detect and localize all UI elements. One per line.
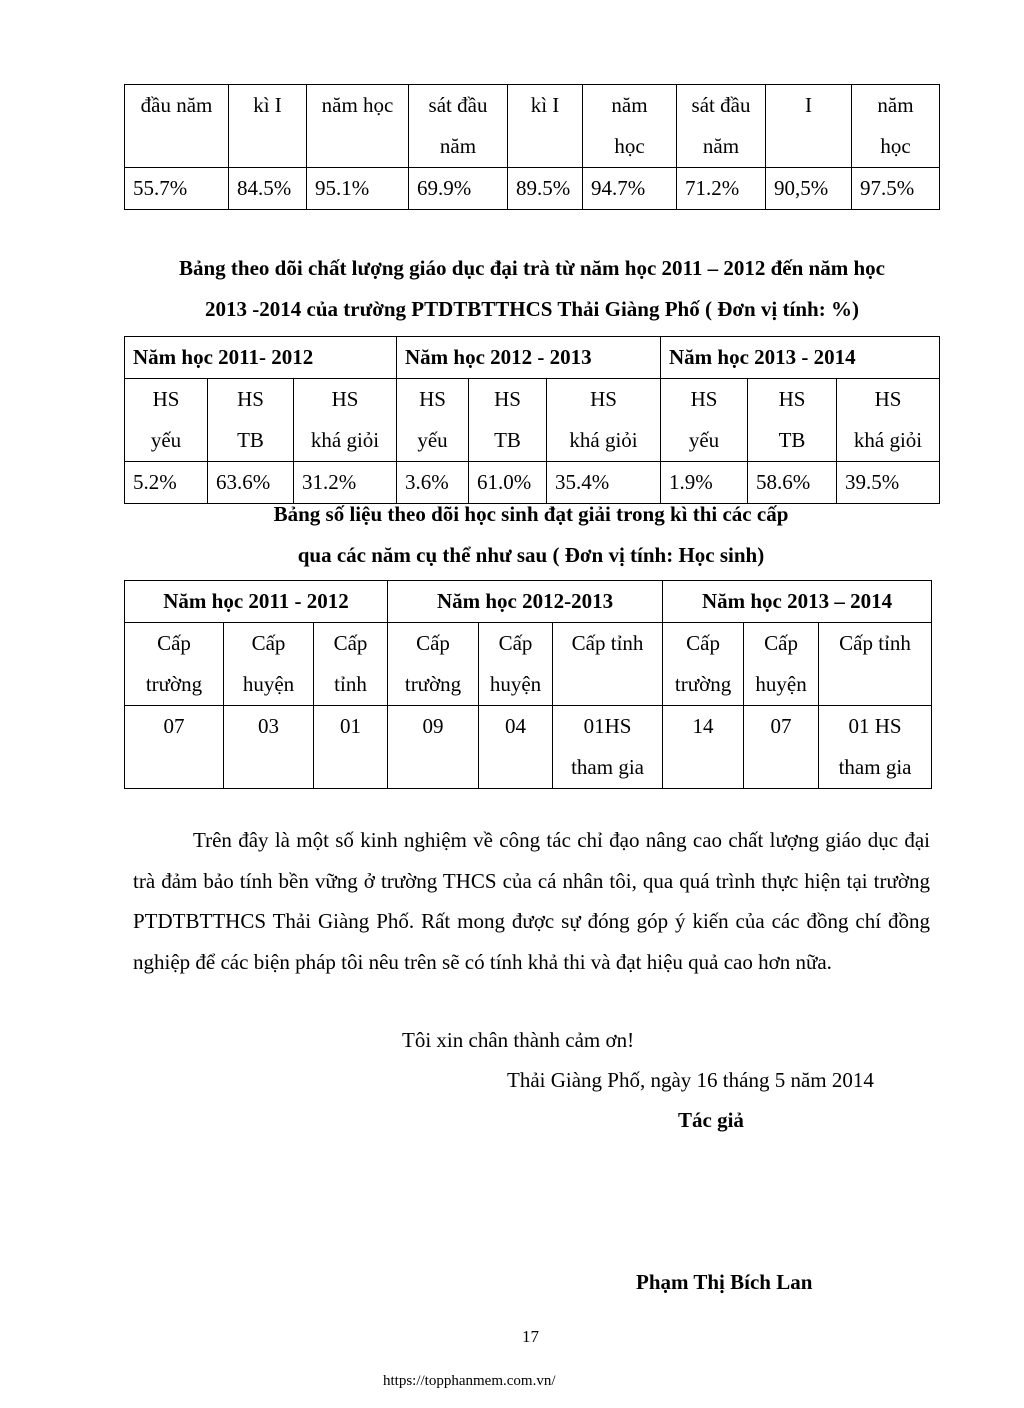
table-3 (124, 580, 932, 789)
table-2-value-cell: 63.6% (208, 462, 294, 504)
table-2-subheader: HS khá giỏi (294, 379, 397, 462)
table-1-header-cell: I (766, 85, 852, 168)
table-3-year-header: Năm học 2013 – 2014 (663, 581, 932, 623)
table-2-subheader: HS yếu (661, 379, 748, 462)
table-1-header-cell: đầu năm (125, 85, 229, 168)
table-1-value-cell: 94.7% (583, 168, 677, 210)
table-3-value-cell: 07 (744, 706, 819, 789)
table-1-header-cell: kì I (229, 85, 307, 168)
table-3-value-cell: 09 (388, 706, 479, 789)
table-1-value-cell: 84.5% (229, 168, 307, 210)
table-2-subheader: HS yếu (397, 379, 469, 462)
table-2-value-cell: 1.9% (661, 462, 748, 504)
table-2-year-header: Năm học 2011- 2012 (125, 337, 397, 379)
table-3-subheader: Cấp trường (388, 623, 479, 706)
table-2-subheader-row (125, 379, 940, 462)
footer-url[interactable]: https://topphanmem.com.vn/ (383, 1373, 556, 1389)
table-3-subheader: Cấp tỉnh (314, 623, 388, 706)
table-1-header-row (125, 85, 940, 168)
table-2-value-cell: 35.4% (547, 462, 661, 504)
table-3-title: Bảng số liệu theo dõi học sinh đạt giải trong kì thi các cấp qua các năm cụ thể như sau ( Đơn vị tính: Học sinh) (273, 502, 789, 567)
author-name: Phạm Thị Bích Lan (636, 1270, 813, 1294)
table-1-value-cell: 71.2% (677, 168, 766, 210)
table-2-year-header: Năm học 2012 - 2013 (397, 337, 661, 379)
place-date: Thải Giàng Phố, ngày 16 tháng 5 năm 2014 (507, 1068, 874, 1092)
table-3-value-cell: 01 (314, 706, 388, 789)
table-1-header-cell: năm học (583, 85, 677, 168)
table-1-header-cell: kì I (508, 85, 583, 168)
table-2-value-cell: 31.2% (294, 462, 397, 504)
table-2-title: Bảng theo dõi chất lượng giáo dục đại trà từ năm học 2011 – 2012 đến năm học 2013 -2014 của trường PTDTBTTHCS Thải Giàng Phố ( Đơn vị tính: %) (179, 256, 885, 321)
table-2-subheader: HS khá giỏi (837, 379, 940, 462)
table-3-subheader-row (125, 623, 932, 706)
conclusion-paragraph: Trên đây là một số kinh nghiệm về công tác chỉ đạo nâng cao chất lượng giáo dục đại trà đảm bảo tính bền vững ở trường THCS của cá nhân tôi, qua quá trình thực hiện tại trường PTDTBTTHCS Thải Giàng Phố. Rất mong được sự đóng góp ý kiến của các đồng chí đồng nghiệp để các biện pháp tôi nêu trên sẽ có tính khả thi và đạt hiệu quả cao hơn nữa. (133, 828, 930, 974)
table-2-value-cell: 58.6% (748, 462, 837, 504)
table-1-header-cell: sát đầu năm (409, 85, 508, 168)
table-3-value-cell: 07 (125, 706, 224, 789)
table-2-value-cell: 39.5% (837, 462, 940, 504)
table-3-subheader: Cấp tỉnh (553, 623, 663, 706)
table-3-value-row (125, 706, 932, 789)
table-2-subheader: HS TB (748, 379, 837, 462)
table-3-subheader: Cấp tỉnh (819, 623, 932, 706)
table-1-value-cell: 69.9% (409, 168, 508, 210)
table-2-value-cell: 61.0% (469, 462, 547, 504)
table-1-value-row (125, 168, 940, 210)
table-3-subheader: Cấp huyện (224, 623, 314, 706)
table-2-subheader: HS TB (469, 379, 547, 462)
table-3-year-header: Năm học 2012-2013 (388, 581, 663, 623)
table-1-header-cell: năm học (852, 85, 940, 168)
table-1-value-cell: 95.1% (307, 168, 409, 210)
table-2-year-row (125, 337, 940, 379)
table-1-value-cell: 90,5% (766, 168, 852, 210)
table-3-value-cell: 03 (224, 706, 314, 789)
thanks-line: Tôi xin chân thành cảm ơn! (402, 1028, 635, 1052)
table-1-header-cell: sát đầu năm (677, 85, 766, 168)
table-3-subheader: Cấp trường (663, 623, 744, 706)
table-1-value-cell: 97.5% (852, 168, 940, 210)
table-3-subheader: Cấp huyện (479, 623, 553, 706)
table-2-year-header: Năm học 2013 - 2014 (661, 337, 940, 379)
table-2-value-cell: 5.2% (125, 462, 208, 504)
table-3-value-cell: 01HS tham gia (553, 706, 663, 789)
table-2-value-cell: 3.6% (397, 462, 469, 504)
table-1-header-cell: năm học (307, 85, 409, 168)
table-2-subheader: HS yếu (125, 379, 208, 462)
table-2 (124, 336, 940, 504)
table-3-value-cell: 14 (663, 706, 744, 789)
table-3-year-header: Năm học 2011 - 2012 (125, 581, 388, 623)
table-2-subheader: HS TB (208, 379, 294, 462)
table-2-subheader: HS khá giỏi (547, 379, 661, 462)
table-3-year-row (125, 581, 932, 623)
author-label: Tác giả (678, 1108, 744, 1132)
table-3-subheader: Cấp trường (125, 623, 224, 706)
table-3-value-cell: 01 HS tham gia (819, 706, 932, 789)
table-1 (124, 84, 940, 210)
table-3-value-cell: 04 (479, 706, 553, 789)
page-number: 17 (522, 1327, 539, 1346)
table-1-value-cell: 89.5% (508, 168, 583, 210)
table-1-value-cell: 55.7% (125, 168, 229, 210)
table-3-subheader: Cấp huyện (744, 623, 819, 706)
